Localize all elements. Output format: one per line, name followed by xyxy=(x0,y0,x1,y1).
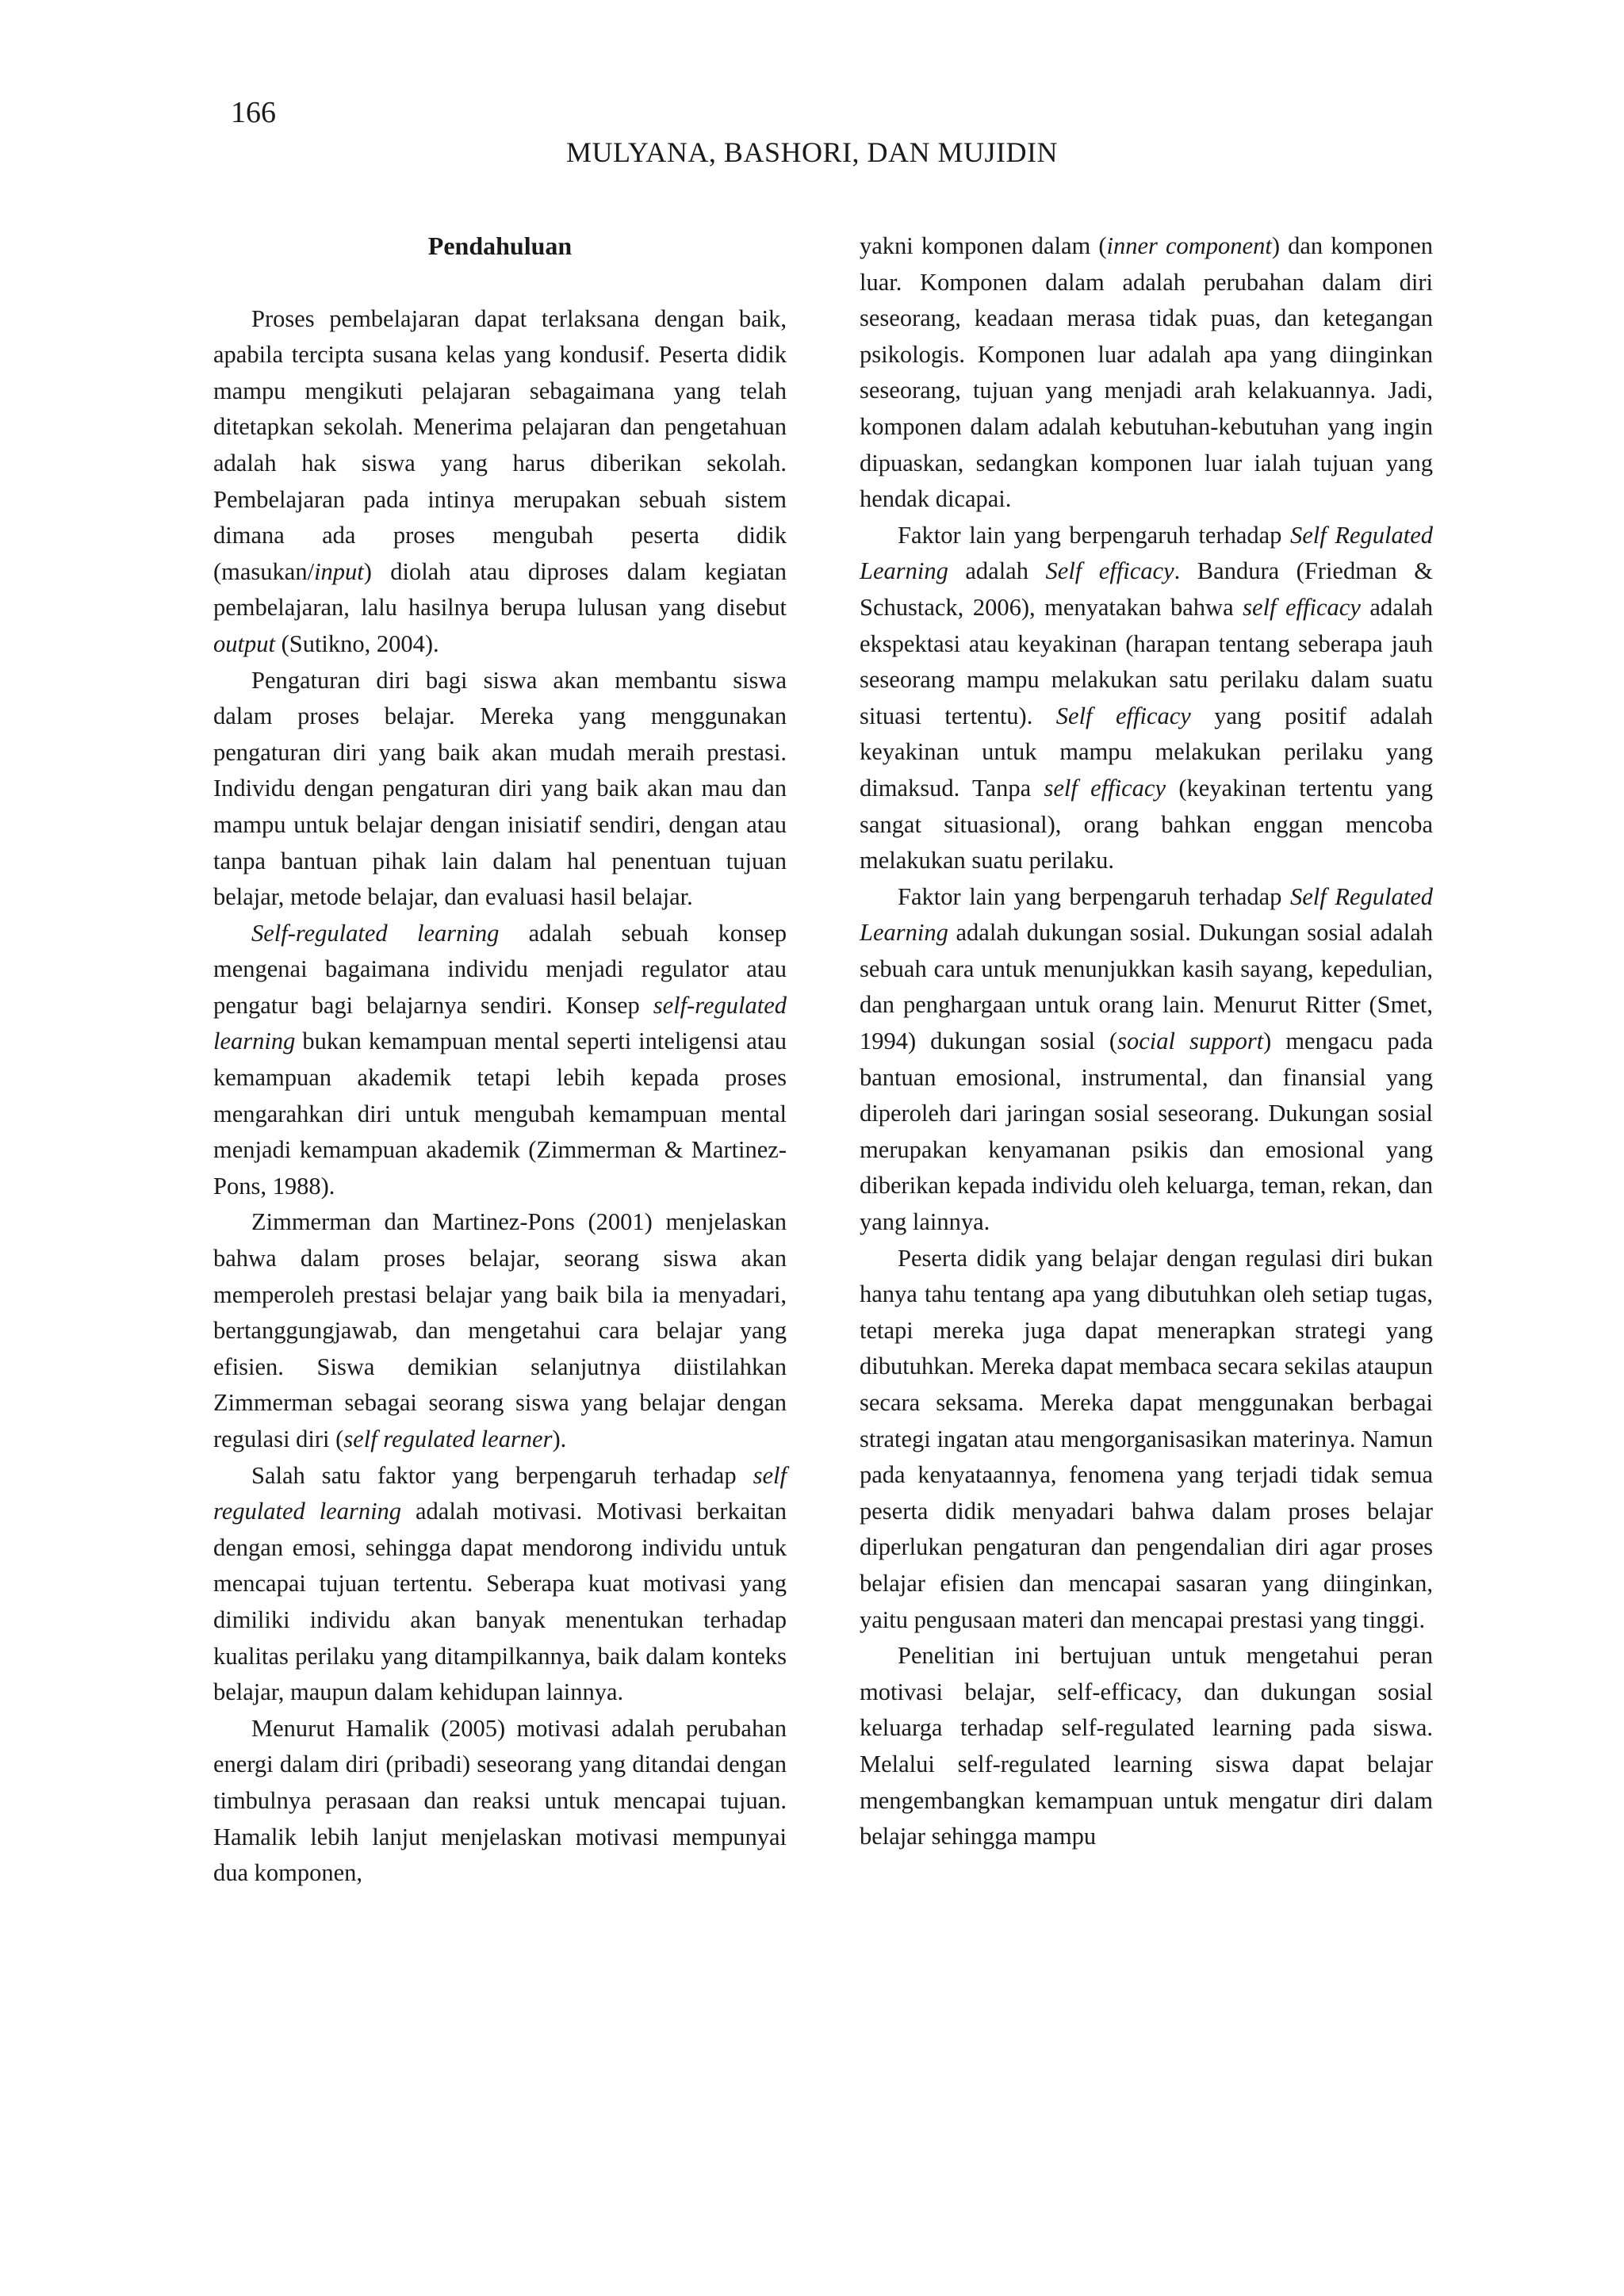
paragraph-srl-concept xyxy=(213,916,787,1205)
text-run: Proses pembelajaran dapat terlaksana dengan baik, apabila tercipta susana kelas yang kondusif. Peserta didik mampu mengikuti pelajaran sebagaimana yang telah ditetapkan sekolah. Menerima pelajaran dan pengetahuan adalah hak siswa yang harus diberikan sekolah. Pembelajaran pada intinya merupakan sebuah sistem dimana ada proses mengubah peserta didik (masukan/ xyxy=(213,304,787,585)
term-srl: Self Regulated Learning xyxy=(860,882,1433,947)
text-run: Salah satu faktor yang berpengaruh terhadap xyxy=(251,1461,753,1489)
term-social-support: social support xyxy=(1117,1027,1264,1055)
right-column xyxy=(860,228,1433,1855)
text-run: yakni komponen dalam ( xyxy=(860,232,1107,259)
text-run: ) dan komponen luar. Komponen dalam adalah perubahan dalam diri seseorang, keadaan merasa tidak puas, dan ketegangan psikologis. Komponen luar adalah apa yang diinginkan seseorang, tujuan yang menjadi arah kelakuannya. Jadi, komponen dalam adalah kebutuhan-kebutuhan yang ingin dipuaskan, sedangkan komponen luar ialah tujuan yang hendak dicapai. xyxy=(860,232,1433,513)
term-srl-learner: self regulated learner xyxy=(343,1425,553,1452)
paragraph-motivation xyxy=(213,1458,787,1711)
text-run: Faktor lain yang berpengaruh terhadap xyxy=(898,882,1291,910)
paragraph-self-efficacy xyxy=(860,518,1433,879)
running-head-authors: MULYANA, BASHORI, DAN MUJIDIN xyxy=(566,136,1058,168)
text-run: . Bandura (Friedman & Schustack, 2006), menyatakan bahwa xyxy=(860,557,1433,621)
paragraph-self-regulated-students: Peserta didik yang belajar dengan regulasi diri bukan hanya tahu tentang apa yang dibutuhkan oleh setiap tugas, tetapi mereka juga dapat menerapkan strategi yang dibutuhkan. Mereka dapat membaca secara sekilas ataupun secara seksama. Mereka dapat menggunakan berbagai strategi ingatan atau mengorganisasikan materinya. Namun pada kenyataannya, fenomena yang terjadi tidak semua peserta didik menyadari bahwa dalam proses belajar diperlukan pengaturan dan pengendalian diri agar proses belajar efisien dan mencapai sasaran yang diinginkan, yaitu pengusaan materi dan mencapai prestasi yang tinggi. xyxy=(860,1244,1433,1633)
term-srl: self regulated learning xyxy=(213,1461,787,1525)
term-srl: Self-regulated learning xyxy=(251,919,500,947)
section-heading: Pendahuluan xyxy=(427,232,573,260)
paragraph-social-support xyxy=(860,879,1433,1241)
term-output: output xyxy=(213,629,275,657)
paragraph-intro-learning-process xyxy=(213,301,787,663)
term-srl: Self Regulated Learning xyxy=(860,521,1433,585)
paragraph-components-continued xyxy=(860,228,1433,518)
text-run: (keyakinan tertentu yang sangat situasional), orang bahkan enggan mencoba melakukan suatu perilaku. xyxy=(860,774,1433,874)
text-run: adalah motivasi. Motivasi berkaitan dengan emosi, sehingga dapat mendorong individu untuk mencapai tujuan tertentu. Seberapa kuat motivasi yang dimiliki individu akan banyak menentukan terhadap kualitas perilaku yang ditampilkannya, baik dalam konteks belajar, maupun dalam kehidupan lainnya. xyxy=(213,1498,787,1706)
term-self-efficacy: self efficacy xyxy=(1044,774,1166,802)
term-self-efficacy: Self efficacy xyxy=(1055,702,1191,729)
term-srl: self-regulated learning xyxy=(213,991,787,1055)
text-run: ). xyxy=(552,1425,567,1452)
text-run: adalah sebuah konsep mengenai bagaimana individu menjadi regulator atau pengatur bagi belajarnya sendiri. Konsep xyxy=(213,919,787,1019)
text-run: Zimmerman dan Martinez-Pons (2001) menjelaskan bahwa dalam proses belajar, seorang siswa akan memperoleh prestasi belajar yang baik bila ia menyadari, bertanggungjawab, dan mengetahui cara belajar yang efisien. Siswa demikian selanjutnya diistilahkan Zimmerman sebagai seorang siswa yang belajar dengan regulasi diri ( xyxy=(213,1208,787,1452)
text-run: adalah xyxy=(948,557,1046,585)
paragraph-self-regulation: Pengaturan diri bagi siswa akan membantu siswa dalam proses belajar. Mereka yang menggunakan pengaturan diri yang baik akan mudah meraih prestasi. Individu dengan pengaturan diri yang baik akan mau dan mampu untuk belajar dengan inisiatif sendiri, dengan atau tanpa bantuan pihak lain dalam hal penentuan tujuan belajar, metode belajar, dan evaluasi hasil belajar. xyxy=(213,666,787,911)
term-inner-component: inner component xyxy=(1106,232,1272,259)
page-number: 166 xyxy=(231,96,276,129)
text-run: ) mengacu pada bantuan emosional, instrumental, dan finansial yang diperoleh dari jaringan sosial seseorang. Dukungan sosial merupakan kenyamanan psikis dan emosional yang diberikan kepada individu oleh keluarga, teman, rekan, dan yang lainnya. xyxy=(860,1027,1433,1236)
paragraph-research-aim: Penelitian ini bertujuan untuk mengetahui peran motivasi belajar, self-efficacy, dan dukungan sosial keluarga terhadap self-regulated learning pada siswa. Melalui self-regulated learning siswa dapat belajar mengembangkan kemampuan untuk mengatur diri dalam belajar sehingga mampu xyxy=(860,1642,1433,1850)
term-self-efficacy: Self efficacy xyxy=(1045,557,1174,585)
text-run: yang positif adalah keyakinan untuk mampu melakukan perilaku yang dimaksud. Tanpa xyxy=(860,702,1433,802)
left-column xyxy=(213,228,787,1892)
text-run: bukan kemampuan mental seperti inteligensi atau kemampuan akademik tetapi lebih kepada proses mengarahkan diri untuk mengubah kemampuan mental menjadi kemampuan akademik (Zimmerman & Martinez-Pons, 1988). xyxy=(213,1027,787,1200)
text-run: adalah dukungan sosial. Dukungan sosial adalah sebuah cara untuk menunjukkan kasih sayang, kepedulian, dan penghargaan untuk orang lain. Menurut Ritter (Smet, 1994) dukungan sosial ( xyxy=(860,919,1433,1055)
term-input: input xyxy=(314,557,364,585)
term-self-efficacy: self efficacy xyxy=(1243,593,1361,621)
paragraph-hamalik: Menurut Hamalik (2005) motivasi adalah perubahan energi dalam diri (pribadi) seseorang yang ditandai dengan timbulnya perasaan dan reaksi untuk mencapai tujuan. Hamalik lebih lanjut menjelaskan motivasi mempunyai dua komponen, xyxy=(213,1714,787,1887)
text-run: (Sutikno, 2004). xyxy=(274,629,439,657)
text-run: Faktor lain yang berpengaruh terhadap xyxy=(898,521,1291,549)
paragraph-zimmerman xyxy=(213,1204,787,1457)
text-run: ) diolah atau diproses dalam kegiatan pembelajaran, lalu hasilnya berupa lulusan yang disebut xyxy=(213,557,787,622)
text-run: adalah ekspektasi atau keyakinan (harapan tentang seberapa jauh seseorang mampu melakukan satu perilaku dalam suatu situasi tertentu). xyxy=(860,593,1433,729)
